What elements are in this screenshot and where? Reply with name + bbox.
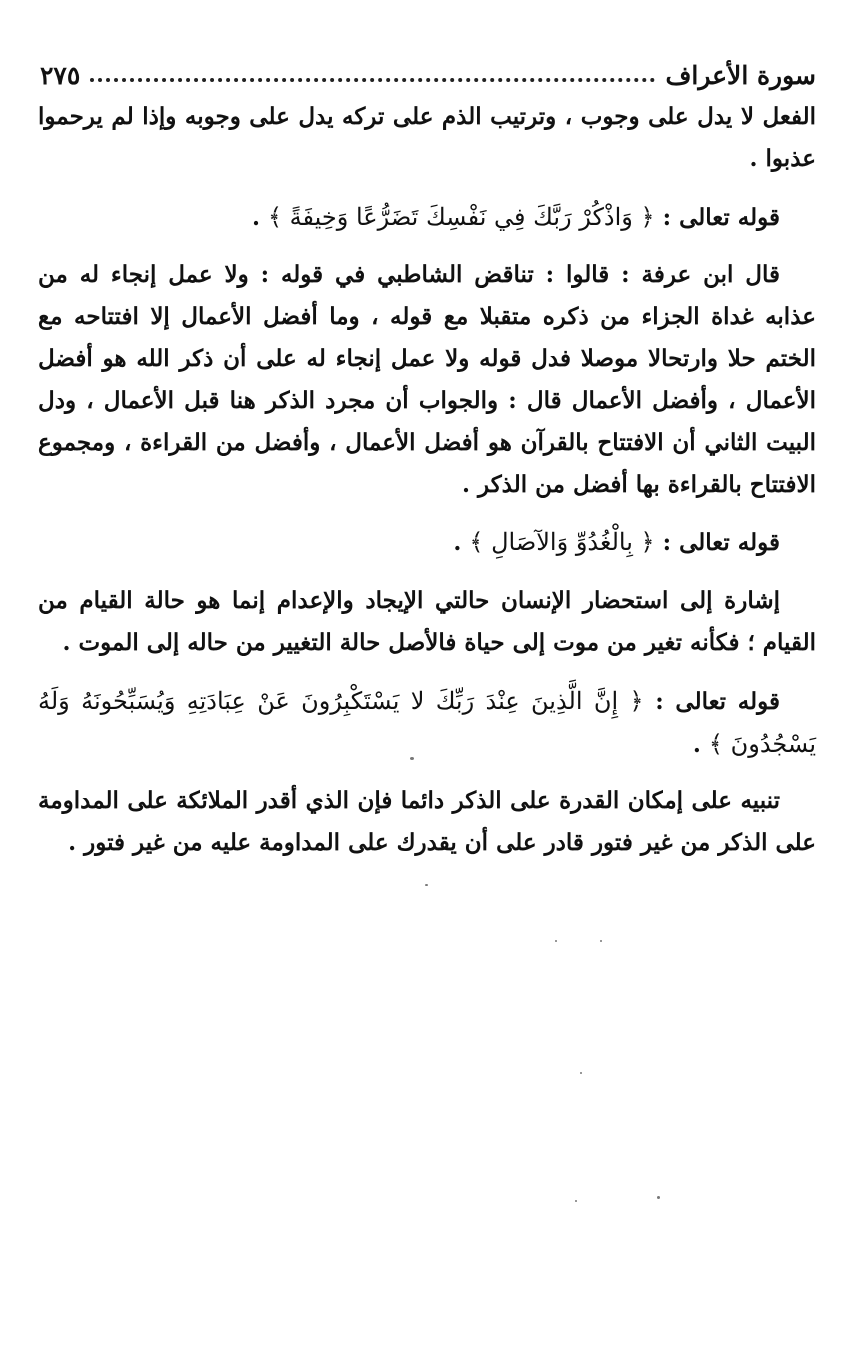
paragraph-text: قال ابن عرفة : قالوا : تناقض الشاطبي في قوله : ولا عمل إنجاء له من عذابه غداة الجزاء من ذكره متقبلا مع قوله ، وما أفضل الأعمال إلا افتتاحه مع الختم حلا وارتحالا موصلا فدل قوله ولا عمل إنجاء له على أن ذكر الله هو أفضل الأعمال ، وأفضل الأعمال قال : والجواب أن مجرد الذكر هنا قبل الأعمال ، ودل البيت الثاني أن الافتتاح بالقرآن هو أفضل الأعمال ، وأفضل من القراءة ، ومجموع الافتتاح بالقراءة بها أفضل من الذكر .: [38, 261, 816, 498]
commentary-paragraph-1: [38, 254, 816, 506]
commentary-paragraph-3: [38, 780, 816, 864]
verse-lead: قوله تعالى :: [654, 204, 780, 231]
scan-speck: [575, 1200, 577, 1202]
paragraph-continuation: [38, 96, 816, 180]
surah-title: سورة الأعراف: [665, 60, 816, 90]
scan-speck: [425, 884, 428, 886]
verse-tail: .: [692, 731, 709, 758]
verse-heading-3: [38, 680, 816, 766]
scan-speck: [410, 757, 414, 760]
dotted-leader: [90, 68, 655, 82]
scan-speck: [555, 940, 557, 942]
commentary-paragraph-2: [38, 580, 816, 664]
verse-lead: قوله تعالى :: [643, 688, 780, 715]
scan-speck: [580, 1072, 582, 1074]
verse-lead: قوله تعالى :: [654, 529, 780, 556]
paragraph-text: إشارة إلى استحضار الإنسان حالتي الإيجاد والإعدام إنما هو حالة القيام من القيام ؛ فكأنه تغير من موت إلى حياة فالأصل حالة التغيير من حاله إلى الموت .: [38, 587, 816, 656]
scan-speck: [600, 940, 602, 942]
paragraph-text: تنبيه على إمكان القدرة على الذكر دائما فإن الذي أقدر الملائكة على المداومة على الذكر من غير فتور قادر على أن يقدرك على المداومة عليه من غير فتور .: [38, 787, 816, 856]
quran-quote: ﴿ إِنَّ الَّذِينَ عِنْدَ رَبِّكَ لا يَسْتَكْبِرُونَ عَنْ عِبَادَتِهِ وَيُسَبِّحُونَهُ وَلَهُ يَسْجُدُونَ ﴾: [38, 687, 816, 758]
quran-quote: ﴿ بِالْغُدُوِّ وَالآصَالِ ﴾: [469, 528, 655, 556]
scan-speck: [657, 1196, 660, 1199]
running-header: [40, 58, 816, 92]
page-number: ٢٧٥: [40, 60, 81, 90]
verse-tail: .: [251, 204, 268, 231]
quran-quote: ﴿ وَاذْكُرْ رَبَّكَ فِي نَفْسِكَ تَضَرُّعًا وَخِيفَةً ﴾: [267, 203, 655, 231]
verse-heading-1: [38, 196, 816, 239]
verse-heading-2: [38, 521, 816, 564]
verse-tail: .: [453, 529, 470, 556]
paragraph-text: الفعل لا يدل على وجوب ، وترتيب الذم على تركه يدل على وجوبه وإذا لم يرحموا عذبوا .: [38, 103, 816, 172]
